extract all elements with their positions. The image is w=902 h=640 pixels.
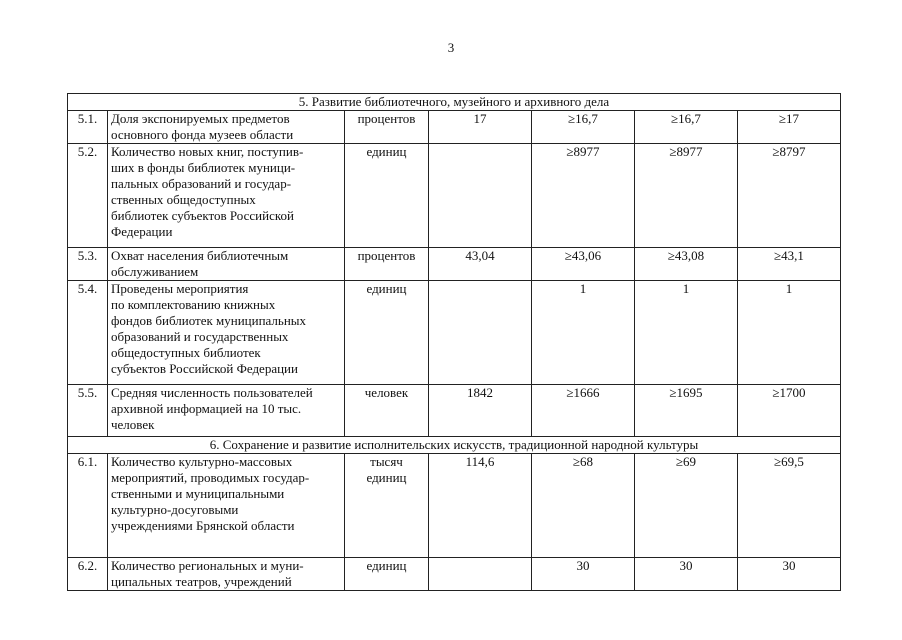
value-cell: ≥1695 xyxy=(635,385,738,437)
value-cell: ≥1666 xyxy=(532,385,635,437)
row-number: 5.1. xyxy=(68,111,108,144)
row-number: 6.1. xyxy=(68,454,108,558)
unit-of-measure xyxy=(345,454,429,558)
indicator-name xyxy=(108,385,345,437)
value-cell: ≥8977 xyxy=(532,144,635,248)
table-row xyxy=(68,111,841,144)
indicator-name-line: мероприятий, проводимых государ- xyxy=(111,470,310,485)
indicator-name-line: обслуживанием xyxy=(111,264,199,279)
unit-line: человек xyxy=(364,385,409,400)
value-cell: 1 xyxy=(635,281,738,385)
indicator-name-line: человек xyxy=(111,417,155,432)
indicator-name xyxy=(108,144,345,248)
table-row xyxy=(68,454,841,558)
table-row xyxy=(68,248,841,281)
value-cell xyxy=(429,558,532,591)
unit-of-measure xyxy=(345,385,429,437)
indicator-name xyxy=(108,111,345,144)
value-cell: ≥17 xyxy=(738,111,841,144)
value-cell: ≥16,7 xyxy=(635,111,738,144)
table-row xyxy=(68,385,841,437)
value-cell: ≥69 xyxy=(635,454,738,558)
indicator-name-line: учреждениями Брянской области xyxy=(111,518,295,533)
value-cell: ≥8797 xyxy=(738,144,841,248)
unit-of-measure xyxy=(345,558,429,591)
value-cell: ≥43,06 xyxy=(532,248,635,281)
unit-line: единиц xyxy=(366,281,407,296)
indicator-name-line: образований и государственных xyxy=(111,329,289,344)
value-cell: 1 xyxy=(738,281,841,385)
unit-of-measure xyxy=(345,111,429,144)
row-number: 5.5. xyxy=(68,385,108,437)
unit-line: тысяч xyxy=(370,454,403,469)
indicator-name-line: архивной информацией на 10 тыс. xyxy=(111,401,302,416)
value-cell: 43,04 xyxy=(429,248,532,281)
table-row xyxy=(68,558,841,591)
indicator-name-line: субъектов Российской Федерации xyxy=(111,361,298,376)
section-header-row xyxy=(68,437,841,454)
value-cell: ≥8977 xyxy=(635,144,738,248)
indicator-name-line: по комплектованию книжных xyxy=(111,297,276,312)
unit-of-measure xyxy=(345,144,429,248)
indicator-name-line: культурно-досуговыми xyxy=(111,502,239,517)
indicator-name-line: библиотек субъектов Российской xyxy=(111,208,294,223)
section-title: 6. Сохранение и развитие исполнительских искусств, традиционной народной культуры xyxy=(68,437,841,454)
indicator-name-line: ственных общедоступных xyxy=(111,192,256,207)
value-cell: 1842 xyxy=(429,385,532,437)
unit-line: единиц xyxy=(366,470,407,485)
indicator-name xyxy=(108,454,345,558)
indicator-name-line: ственными и муниципальными xyxy=(111,486,285,501)
value-cell: 30 xyxy=(635,558,738,591)
unit-of-measure xyxy=(345,281,429,385)
value-cell: 30 xyxy=(532,558,635,591)
indicator-name-line: общедоступных библиотек xyxy=(111,345,261,360)
indicator-name-line: Федерации xyxy=(111,224,173,239)
indicators-table xyxy=(67,93,841,591)
value-cell: ≥16,7 xyxy=(532,111,635,144)
value-cell: ≥1700 xyxy=(738,385,841,437)
indicator-name-line: Проведены мероприятия xyxy=(111,281,249,296)
indicator-name xyxy=(108,281,345,385)
row-number: 6.2. xyxy=(68,558,108,591)
row-number: 5.3. xyxy=(68,248,108,281)
indicator-name-line: фондов библиотек муниципальных xyxy=(111,313,307,328)
unit-line: единиц xyxy=(366,144,407,159)
value-cell: ≥69,5 xyxy=(738,454,841,558)
indicator-name-line: ципальных театров, учреждений xyxy=(111,574,292,589)
value-cell: 114,6 xyxy=(429,454,532,558)
indicator-name-line: Количество культурно-массовых xyxy=(111,454,293,469)
value-cell: 30 xyxy=(738,558,841,591)
indicator-name xyxy=(108,558,345,591)
value-cell: 1 xyxy=(532,281,635,385)
indicator-name xyxy=(108,248,345,281)
unit-of-measure xyxy=(345,248,429,281)
indicator-name-line: основного фонда музеев области xyxy=(111,127,294,142)
section-title: 5. Развитие библиотечного, музейного и архивного дела xyxy=(68,94,841,111)
indicator-name-line: Доля экспонируемых предметов xyxy=(111,111,290,126)
table-body xyxy=(68,94,841,591)
page-number: 3 xyxy=(447,40,455,55)
indicator-name-line: Охват населения библиотечным xyxy=(111,248,289,263)
value-cell xyxy=(429,144,532,248)
table-row xyxy=(68,144,841,248)
value-cell: ≥43,1 xyxy=(738,248,841,281)
table-row xyxy=(68,281,841,385)
indicator-name-line: пальных образований и государ- xyxy=(111,176,292,191)
indicator-name-line: Количество региональных и муни- xyxy=(111,558,304,573)
indicator-name-line: Количество новых книг, поступив- xyxy=(111,144,304,159)
value-cell xyxy=(429,281,532,385)
value-cell: ≥68 xyxy=(532,454,635,558)
unit-line: единиц xyxy=(366,558,407,573)
unit-line: процентов xyxy=(357,111,416,126)
section-header-row xyxy=(68,94,841,111)
row-number: 5.4. xyxy=(68,281,108,385)
indicator-name-line: ших в фонды библиотек муници- xyxy=(111,160,296,175)
row-number: 5.2. xyxy=(68,144,108,248)
unit-line: процентов xyxy=(357,248,416,263)
indicator-name-line: Средняя численность пользователей xyxy=(111,385,313,400)
value-cell: 17 xyxy=(429,111,532,144)
value-cell: ≥43,08 xyxy=(635,248,738,281)
